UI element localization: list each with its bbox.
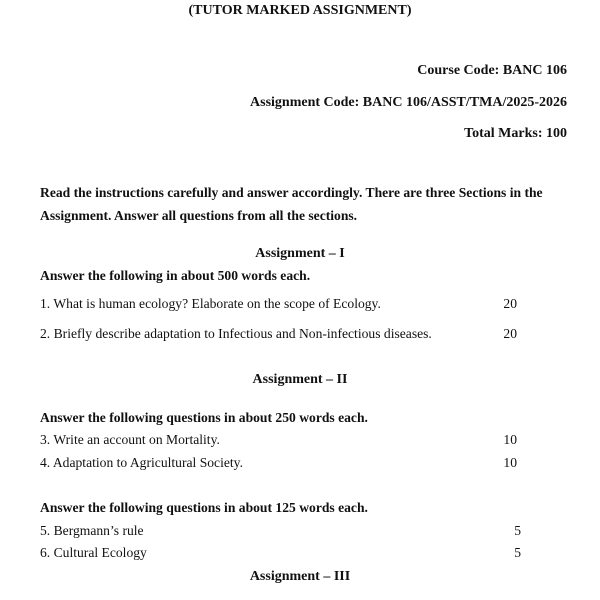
section-heading-2: Assignment – II (252, 372, 348, 387)
question-6: 6. Cultural Ecology (40, 545, 147, 560)
assignment-code: Assignment Code: BANC 106/ASST/TMA/2025-2026 (250, 95, 567, 110)
question-1-marks: 20 (503, 296, 517, 311)
section-2-instruction-a: Answer the following questions in about 250 words each. (40, 410, 368, 425)
course-code: Course Code: BANC 106 (417, 63, 567, 78)
question-4: 4. Adaptation to Agricultural Society. (40, 455, 243, 470)
question-5: 5. Bergmann’s rule (40, 523, 144, 538)
instructions-line-1: Read the instructions carefully and answer accordingly. There are three Sections in the (40, 185, 543, 200)
question-3: 3. Write an account on Mortality. (40, 432, 220, 447)
document-title: (TUTOR MARKED ASSIGNMENT) (188, 3, 412, 18)
section-2-instruction-b: Answer the following questions in about 125 words each. (40, 500, 368, 515)
section-1-instruction: Answer the following in about 500 words each. (40, 268, 311, 283)
section-heading-3: Assignment – III (249, 569, 351, 584)
question-3-marks: 10 (503, 432, 517, 447)
question-4-marks: 10 (503, 455, 517, 470)
question-2-marks: 20 (503, 326, 517, 341)
total-marks: Total Marks: 100 (464, 126, 567, 141)
question-5-marks: 5 (514, 523, 521, 538)
question-1: 1. What is human ecology? Elaborate on the scope of Ecology. (40, 296, 381, 311)
question-2: 2. Briefly describe adaptation to Infectious and Non-infectious diseases. (40, 326, 432, 341)
instructions-line-2: Assignment. Answer all questions from all the sections. (40, 208, 358, 223)
question-6-marks: 5 (514, 545, 521, 560)
section-heading-1: Assignment – I (255, 246, 345, 261)
